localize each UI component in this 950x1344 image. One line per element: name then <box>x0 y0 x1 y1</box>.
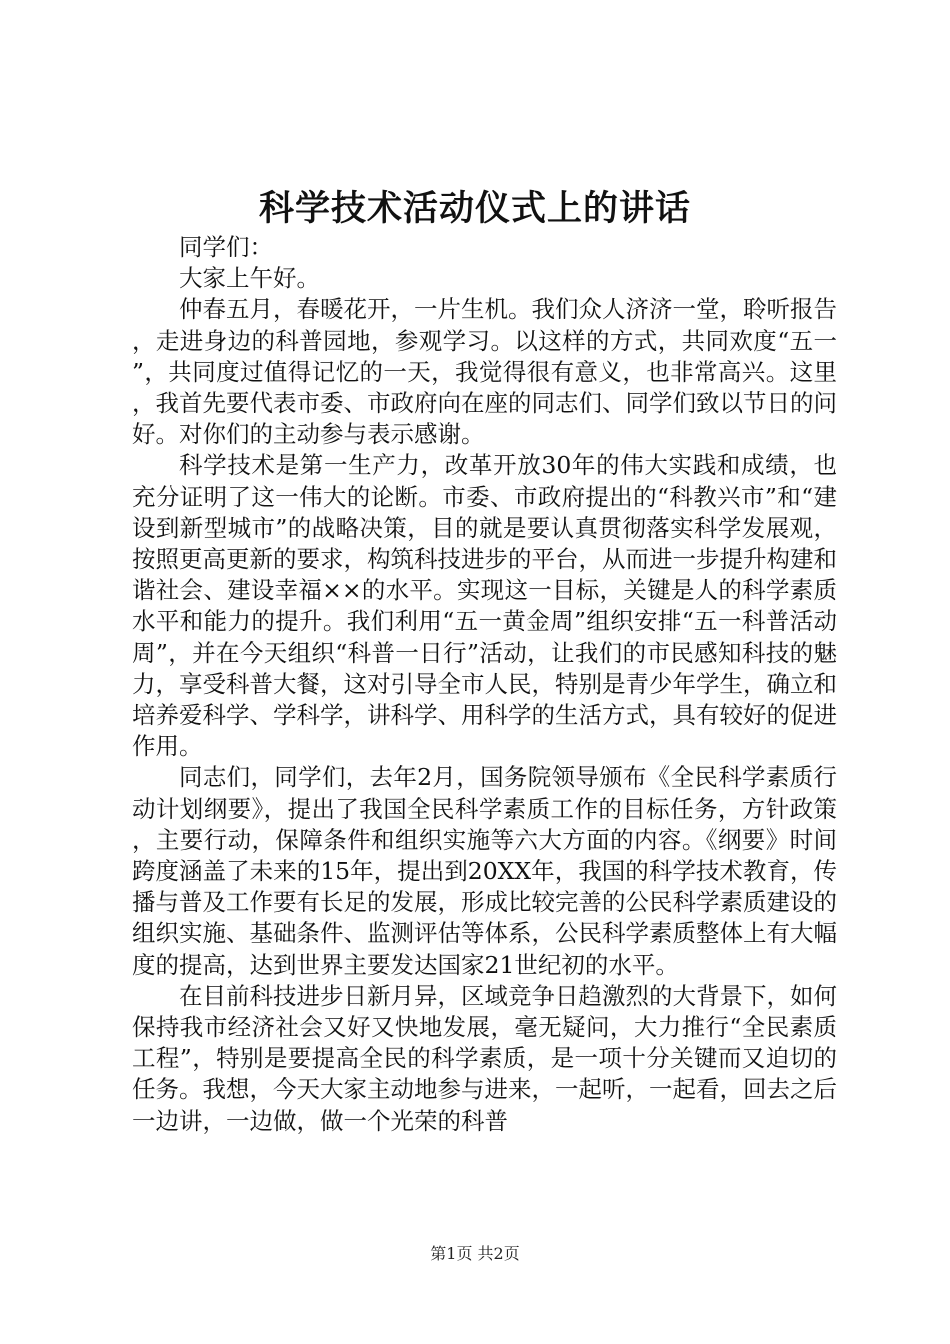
body-paragraph: 仲春五月，春暖花开，一片生机。我们众人济济一堂，聆听报告，走进身边的科普园地，参观学习。以这样的方式，共同欢度“五一”，共同度过值得记忆的一天，我觉得很有意义，也非常高兴。这里，我首先要代表市委、市政府向在座的同志们、同学们致以节日的问好。对你们的主动参与表示感谢。 <box>132 295 837 449</box>
salutation: 同学们： <box>179 233 273 261</box>
document-body <box>132 232 837 1137</box>
greeting: 大家上午好。 <box>179 264 320 293</box>
document-title: 科学技术活动仪式上的讲话 <box>258 188 691 229</box>
body-paragraph: 科学技术是第一生产力，改革开放30年的伟大实践和成绩，也充分证明了这一伟大的论断。市委、市政府提出的“科教兴市”和“建设到新型城市”的战略决策，目的就是要认真贯彻落实科学发展观，按照更高更新的要求，构筑科技进步的平台，从而进一步提升构建和谐社会、建设幸福××的水平。实现这一目标，关键是人的科学素质水平和能力的提升。我们利用“五一黄金周”组织安排“五一科普活动周”，并在今天组织“科普一日行”活动，让我们的市民感知科技的魅力，享受科普大餐，这对引导全市人民，特别是青少年学生，确立和培养爱科学、学科学，讲科学、用科学的生活方式，具有较好的促进作用。 <box>132 451 837 761</box>
body-paragraph: 在目前科技进步日新月异，区域竞争日趋激烈的大背景下，如何保持我市经济社会又好又快地发展，毫无疑问，大力推行“全民素质工程”，特别是要提高全民的科学素质，是一项十分关键而又迫切的任务。我想，今天大家主动地参与进来，一起听，一起看，回去之后一边讲，一边做，做一个光荣的科普 <box>132 981 837 1135</box>
body-paragraph: 同志们，同学们，去年2月，国务院领导颁布《全民科学素质行动计划纲要》，提出了我国全民科学素质工作的目标任务，方针政策，主要行动，保障条件和组织实施等六大方面的内容。《纲要》时间跨度涵盖了未来的15年，提出到20XX年，我国的科学技术教育，传播与普及工作要有长足的发展，形成比较完善的公民科学素质建设的组织实施、基础条件、监测评估等体系，公民科学素质整体上有大幅度的提高，达到世界主要发达国家21世纪初的水平。 <box>132 763 837 979</box>
page-number-footer: 第1页 共2页 <box>430 1244 520 1263</box>
